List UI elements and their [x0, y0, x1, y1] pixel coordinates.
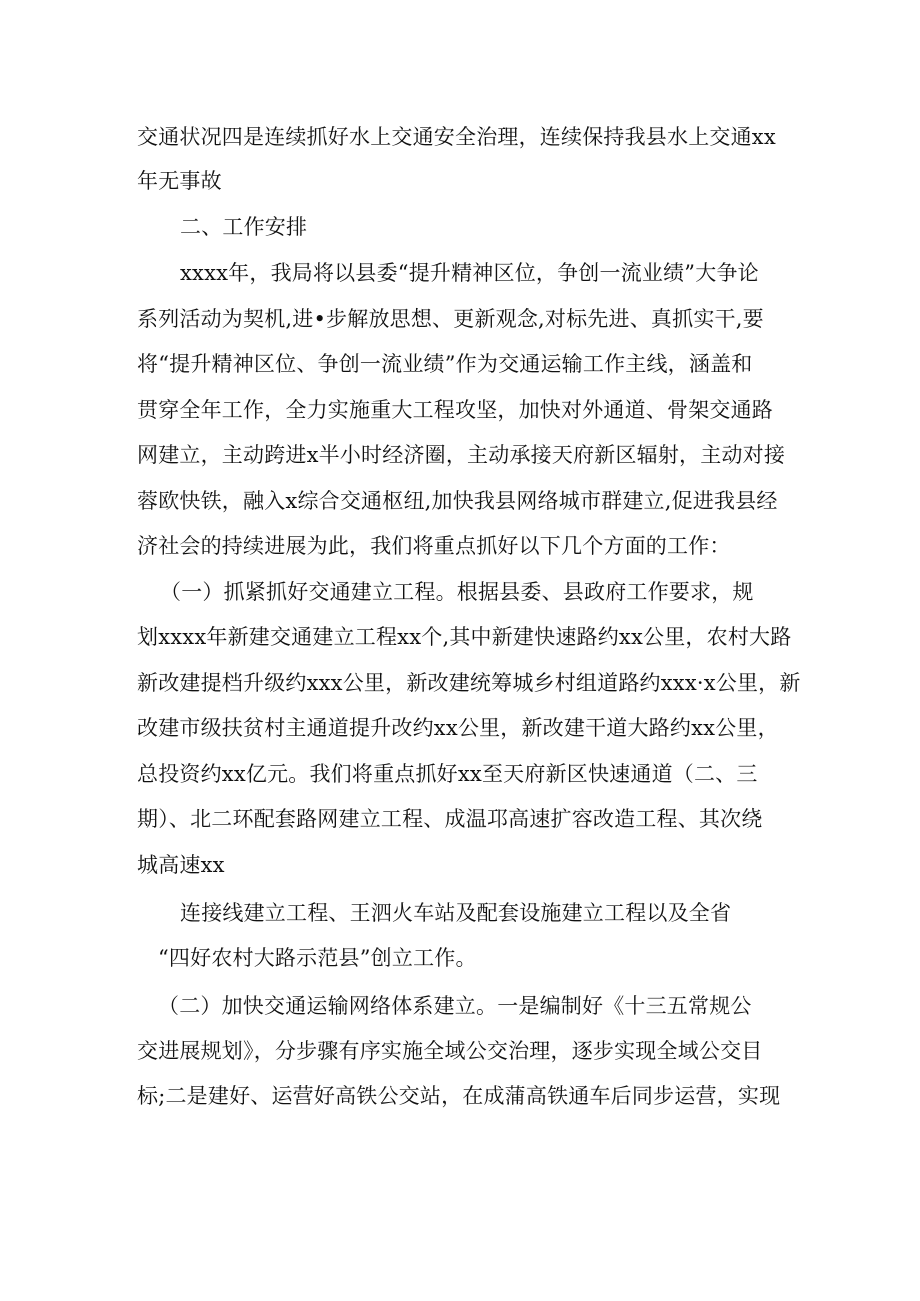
text-line: 年无事故	[137, 169, 222, 193]
text-line: 网建立，主动跨进x半小时经济圈，主动承接天府新区辐射，主动对接	[137, 443, 786, 467]
text-line: 贯穿全年工作，全力实施重大工程攻坚，加快对外通道、骨架交通路	[137, 398, 773, 422]
text-line: 标;二是建好、运营好高铁公交站，在成蒲高铁通车后同步运营，实现	[137, 1084, 781, 1108]
text-line: 改建市级扶贫村主通道提升改约xx公里，新改建干道大路约xx公里，	[137, 716, 779, 740]
text-line: “四好农村大路示范县”创立工作。	[158, 946, 477, 970]
text-line: 蓉欧快铁，融入x综合交通枢纽,加快我县网络城市群建立,促进我县经	[137, 489, 778, 513]
text-line: 总投资约xx亿元。我们将重点抓好xx至天府新区快速通道（二、三	[137, 762, 758, 786]
text-line: xxxx年，我局将以县委“提升精神区位，争创一流业绩”大争论	[180, 261, 759, 285]
text-line: 将“提升精神区位、争创一流业绩”作为交通运输工作主线，涵盖和	[137, 352, 753, 376]
text-line: 济社会的持续进展为此，我们将重点抓好以下几个方面的工作：	[137, 534, 731, 558]
section-heading: 二、工作安排	[180, 215, 308, 239]
text-line: 交进展规划》，分步骤有序实施全域公交治理，逐步实现全域公交目	[137, 1039, 763, 1063]
text-line: 新改建提档升级约xxx公里，新改建统筹城乡村组道路约xxx·x公里，新	[137, 671, 801, 695]
text-line: 系列活动为契机,进•步解放思想、更新观念,对标先进、真抓实干,要	[137, 307, 764, 331]
text-line: 划xxxx年新建交通建立工程xx个,其中新建快速路约xx公里，农村大路	[137, 625, 792, 649]
text-line: 期）、北二环配套路网建立工程、成温邛高速扩容改造工程、其次绕	[137, 807, 763, 831]
text-line: 城高速xx	[137, 853, 225, 877]
subsection-heading: （一）抓紧抓好交通建立工程。根据县委、县政府工作要求，规	[160, 580, 754, 604]
subsection-heading: （二）加快交通运输网络体系建立。一是编制好《十三五常规公	[158, 994, 752, 1018]
text-line: 交通状况四是连续抓好水上交通安全治理，连续保持我县水上交通xx	[137, 125, 776, 149]
text-line: 连接线建立工程、王泗火车站及配套设施建立工程以及全省	[180, 901, 732, 925]
